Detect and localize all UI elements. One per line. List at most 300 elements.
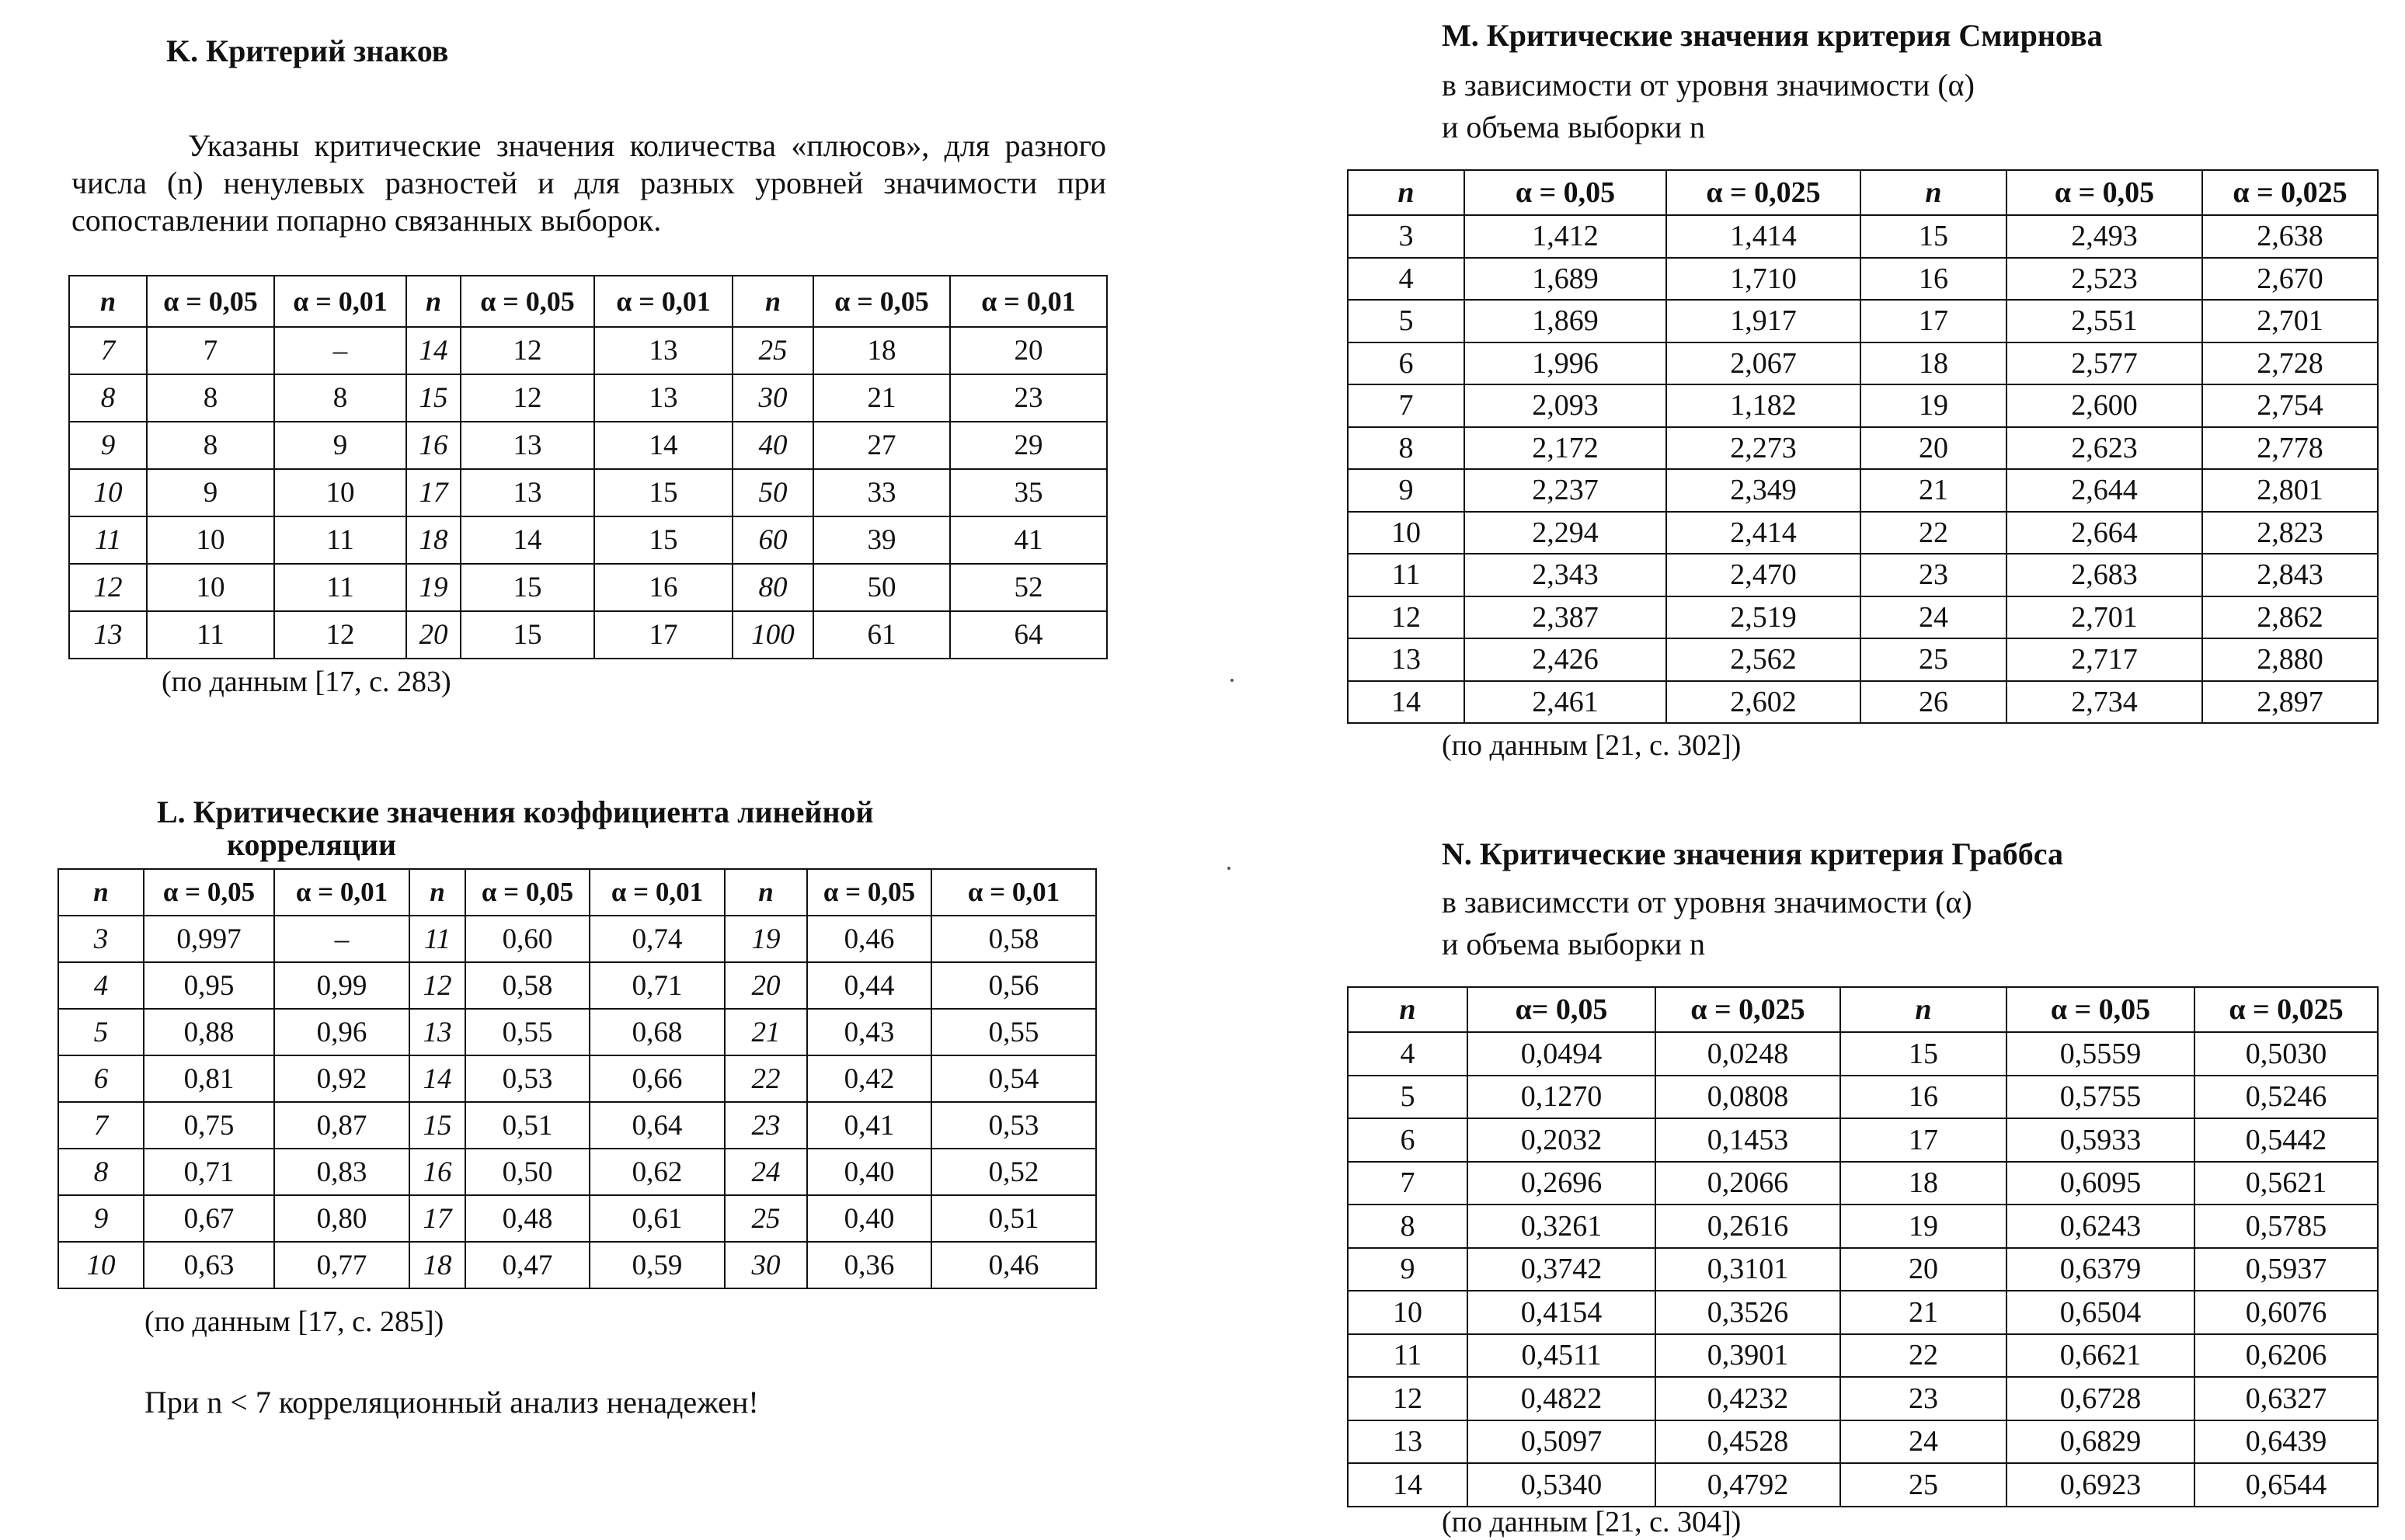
cell-n: 4 (58, 962, 144, 1009)
table-row (1348, 1420, 2378, 1464)
cell-n: 12 (1348, 1377, 1467, 1420)
table-row (1348, 258, 2378, 301)
cell-value: 0,55 (931, 1009, 1096, 1055)
cell-value: 2,664 (2006, 512, 2202, 554)
table-row (58, 962, 1096, 1009)
cell-value: 0,5340 (1467, 1463, 1655, 1507)
table-row (58, 1055, 1096, 1102)
cell-value: 9 (274, 422, 406, 469)
cell-n: 20 (1860, 427, 2006, 470)
cell-n: 8 (1348, 427, 1464, 470)
cell-value: 13 (461, 469, 594, 516)
cell-value: 0,42 (807, 1055, 931, 1102)
cell-value: 2,862 (2202, 596, 2378, 639)
cell-value: 1,182 (1666, 384, 1860, 427)
header-alpha: α = 0,05 (461, 276, 594, 327)
cell-n: 24 (1860, 596, 2006, 639)
table-row (1348, 427, 2378, 470)
table-row (1348, 596, 2378, 639)
table-row (1348, 1463, 2378, 1507)
cell-value: 2,093 (1464, 384, 1666, 427)
cell-n: 19 (725, 916, 807, 962)
cell-n: 21 (725, 1009, 807, 1055)
cell-value: 0,99 (274, 962, 409, 1009)
cell-value: 0,44 (807, 962, 931, 1009)
header-n: n (733, 276, 813, 327)
cell-value: 0,6829 (2006, 1420, 2194, 1464)
cell-n: 7 (1348, 384, 1464, 427)
cell-value: 0,58 (931, 916, 1096, 962)
cell-n: 13 (69, 611, 147, 659)
cell-value: 0,71 (144, 1149, 274, 1195)
cell-value: 0,59 (590, 1242, 725, 1288)
cell-value: 0,3526 (1655, 1291, 1840, 1334)
cell-value: 27 (813, 422, 950, 469)
cell-n: 11 (1348, 554, 1464, 596)
header-alpha: α = 0,01 (590, 869, 725, 916)
cell-value: 50 (813, 564, 950, 611)
table-row (69, 564, 1107, 611)
cell-value: 0,40 (807, 1149, 931, 1195)
cell-value: 0,80 (274, 1195, 409, 1242)
cell-n: 60 (733, 516, 813, 564)
cell-value: 0,71 (590, 962, 725, 1009)
cell-value: 8 (147, 374, 274, 422)
cell-value: 2,294 (1464, 512, 1666, 554)
cell-n: 12 (1348, 596, 1464, 639)
cell-n: 24 (725, 1149, 807, 1195)
table-row (58, 1195, 1096, 1242)
cell-n: 20 (1840, 1248, 2006, 1291)
cell-n: 5 (58, 1009, 144, 1055)
cell-n: 15 (409, 1102, 465, 1149)
table-k-body (69, 327, 1107, 659)
cell-n: 19 (1860, 384, 2006, 427)
cell-value: 2,067 (1666, 342, 1860, 385)
cell-n: 5 (1348, 300, 1464, 342)
cell-value: 2,701 (2006, 596, 2202, 639)
cell-n: 20 (725, 962, 807, 1009)
table-row (69, 516, 1107, 564)
section-k-title: K. Критерий знаков (166, 33, 449, 68)
cell-value: 0,95 (144, 962, 274, 1009)
cell-value: 0,56 (931, 962, 1096, 1009)
cell-value: 0,2066 (1655, 1162, 1840, 1205)
cell-value: 0,55 (465, 1009, 590, 1055)
header-n: n (58, 869, 144, 916)
cell-n: 13 (1348, 1420, 1467, 1464)
table-row (1348, 554, 2378, 596)
cell-value: 0,61 (590, 1195, 725, 1242)
header-alpha: α = 0,01 (274, 276, 406, 327)
cell-n: 25 (725, 1195, 807, 1242)
cell-value: 0,81 (144, 1055, 274, 1102)
cell-value: 2,880 (2202, 638, 2378, 681)
cell-value: 2,734 (2006, 681, 2202, 724)
cell-value: 0,63 (144, 1242, 274, 1288)
cell-value: 0,6728 (2006, 1377, 2194, 1420)
cell-n: 26 (1860, 681, 2006, 724)
table-row (1348, 638, 2378, 681)
table-row (69, 374, 1107, 422)
cell-value: 0,5785 (2194, 1205, 2378, 1248)
table-row (1348, 1291, 2378, 1334)
cell-value: 14 (594, 422, 733, 469)
cell-n: 4 (1348, 258, 1464, 301)
cell-n: 7 (69, 327, 147, 374)
table-k-sign-test (68, 275, 1108, 659)
cell-value: 1,869 (1464, 300, 1666, 342)
cell-n: 100 (733, 611, 813, 659)
section-m-title: M. Критические значения критерия Смирнова (1442, 18, 2103, 53)
table-row (1348, 342, 2378, 385)
cell-value: 0,77 (274, 1242, 409, 1288)
cell-n: 4 (1348, 1032, 1467, 1076)
cell-value: 0,6379 (2006, 1248, 2194, 1291)
cell-value: 2,602 (1666, 681, 1860, 724)
cell-n: 19 (406, 564, 461, 611)
cell-value: 13 (594, 327, 733, 374)
cell-value: 12 (461, 327, 594, 374)
header-alpha: α = 0,01 (274, 869, 409, 916)
cell-n: 30 (733, 374, 813, 422)
header-n: n (725, 869, 807, 916)
cell-value: 7 (147, 327, 274, 374)
table-row (69, 327, 1107, 374)
section-m-subtitle-line2: и объема выборки n (1442, 110, 1705, 144)
cell-n: 18 (1860, 342, 2006, 385)
table-row (1348, 1076, 2378, 1119)
header-alpha: α = 0,05 (147, 276, 274, 327)
cell-value: 0,54 (931, 1055, 1096, 1102)
cell-value: 0,6076 (2194, 1291, 2378, 1334)
cell-value: 0,5442 (2194, 1118, 2378, 1162)
table-k-header-row (69, 276, 1107, 327)
cell-n: 18 (409, 1242, 465, 1288)
cell-value: 0,6504 (2006, 1291, 2194, 1334)
cell-value: 0,5097 (1467, 1420, 1655, 1464)
cell-n: 12 (409, 962, 465, 1009)
cell-n: 22 (1840, 1334, 2006, 1378)
cell-value: 0,43 (807, 1009, 931, 1055)
cell-n: 11 (69, 516, 147, 564)
cell-n: 25 (1840, 1463, 2006, 1507)
cell-value: 0,51 (931, 1195, 1096, 1242)
section-l-title-line2: корреляции (227, 827, 396, 862)
cell-n: 6 (1348, 342, 1464, 385)
cell-n: 16 (1860, 258, 2006, 301)
table-m-body (1348, 215, 2378, 723)
cell-n: 16 (1840, 1076, 2006, 1119)
cell-n: 10 (1348, 1291, 1467, 1334)
cell-value: 0,6206 (2194, 1334, 2378, 1378)
cell-value: 0,3261 (1467, 1205, 1655, 1248)
cell-n: 6 (58, 1055, 144, 1102)
cell-value: 20 (950, 327, 1107, 374)
cell-value: 0,5246 (2194, 1076, 2378, 1119)
table-n-body (1348, 1032, 2378, 1507)
table-row (1348, 1248, 2378, 1291)
cell-n: 10 (1348, 512, 1464, 554)
cell-value: 35 (950, 469, 1107, 516)
cell-value: 61 (813, 611, 950, 659)
header-n: n (1348, 170, 1464, 215)
cell-value: 23 (950, 374, 1107, 422)
cell-value: 2,717 (2006, 638, 2202, 681)
cell-n: 17 (409, 1195, 465, 1242)
cell-value: 11 (274, 564, 406, 611)
cell-value: 33 (813, 469, 950, 516)
cell-n: 10 (69, 469, 147, 516)
cell-n: 20 (406, 611, 461, 659)
table-row (1348, 1118, 2378, 1162)
cell-value: 0,40 (807, 1195, 931, 1242)
cell-value: 0,1453 (1655, 1118, 1840, 1162)
cell-value: 0,92 (274, 1055, 409, 1102)
table-row (1348, 1162, 2378, 1205)
header-alpha: α = 0,05 (2006, 170, 2202, 215)
cell-n: 17 (1860, 300, 2006, 342)
cell-value: 21 (813, 374, 950, 422)
cell-value: 0,87 (274, 1102, 409, 1149)
cell-value: – (274, 916, 409, 962)
cell-value: 10 (147, 516, 274, 564)
cell-value: 2,701 (2202, 300, 2378, 342)
cell-n: 14 (1348, 681, 1464, 724)
cell-value: 0,50 (465, 1149, 590, 1195)
cell-value: 0,67 (144, 1195, 274, 1242)
cell-value: 1,689 (1464, 258, 1666, 301)
header-alpha: α = 0,025 (2202, 170, 2378, 215)
cell-n: 7 (58, 1102, 144, 1149)
cell-value: 0,62 (590, 1149, 725, 1195)
cell-value: 11 (147, 611, 274, 659)
cell-value: 0,1270 (1467, 1076, 1655, 1119)
cell-value: 2,273 (1666, 427, 1860, 470)
cell-value: 2,349 (1666, 469, 1860, 512)
cell-value: 0,2696 (1467, 1162, 1655, 1205)
cell-value: 9 (147, 469, 274, 516)
header-alpha: α = 0,01 (594, 276, 733, 327)
cell-value: 2,801 (2202, 469, 2378, 512)
section-k-source: (по данным [17, с. 283) (162, 666, 451, 698)
cell-value: 10 (147, 564, 274, 611)
cell-value: 0,47 (465, 1242, 590, 1288)
cell-n: 7 (1348, 1162, 1467, 1205)
cell-value: 0,5933 (2006, 1118, 2194, 1162)
section-n-subtitle-line1: в зависимсcти от уровня значимости (α) (1442, 885, 1972, 919)
cell-value: 13 (594, 374, 733, 422)
cell-value: 11 (274, 516, 406, 564)
cell-value: 0,4822 (1467, 1377, 1655, 1420)
cell-value: 29 (950, 422, 1107, 469)
cell-n: 11 (409, 916, 465, 962)
cell-value: 14 (461, 516, 594, 564)
header-alpha: α = 0,01 (931, 869, 1096, 916)
section-n-source: (по данным [21, с. 304]) (1442, 1506, 1742, 1538)
cell-n: 16 (409, 1149, 465, 1195)
cell-value: 0,2032 (1467, 1118, 1655, 1162)
cell-value: 0,3742 (1467, 1248, 1655, 1291)
cell-value: 18 (813, 327, 950, 374)
cell-value: 0,64 (590, 1102, 725, 1149)
cell-value: 0,0494 (1467, 1032, 1655, 1076)
cell-value: 0,46 (807, 916, 931, 962)
cell-value: 12 (274, 611, 406, 659)
cell-value: 2,519 (1666, 596, 1860, 639)
cell-n: 9 (1348, 1248, 1467, 1291)
cell-value: 2,670 (2202, 258, 2378, 301)
cell-value: 0,4511 (1467, 1334, 1655, 1378)
cell-n: 21 (1840, 1291, 2006, 1334)
cell-n: 8 (58, 1149, 144, 1195)
cell-value: 0,6243 (2006, 1205, 2194, 1248)
cell-n: 30 (725, 1242, 807, 1288)
cell-value: 0,68 (590, 1009, 725, 1055)
table-l-body (58, 916, 1096, 1288)
cell-value: 0,0808 (1655, 1076, 1840, 1119)
cell-value: 15 (594, 516, 733, 564)
cell-n: 12 (69, 564, 147, 611)
header-alpha: α = 0,05 (1464, 170, 1666, 215)
cell-n: 50 (733, 469, 813, 516)
cell-n: 6 (1348, 1118, 1467, 1162)
header-alpha: α = 0,05 (813, 276, 950, 327)
cell-value: 8 (147, 422, 274, 469)
cell-value: 0,53 (931, 1102, 1096, 1149)
table-l-header-row (58, 869, 1096, 916)
header-alpha: α = 0,05 (2006, 987, 2194, 1032)
table-row (1348, 1377, 2378, 1420)
table-row (69, 422, 1107, 469)
cell-n: 3 (1348, 215, 1464, 258)
cell-value: – (274, 327, 406, 374)
table-n-header-row (1348, 987, 2378, 1032)
cell-value: 0,6439 (2194, 1420, 2378, 1464)
section-l-title-line1: L. Критические значения коэффициента линейной (157, 794, 874, 829)
cell-value: 0,3101 (1655, 1248, 1840, 1291)
cell-n: 19 (1840, 1205, 2006, 1248)
cell-value: 0,66 (590, 1055, 725, 1102)
cell-value: 8 (274, 374, 406, 422)
cell-value: 2,843 (2202, 554, 2378, 596)
header-alpha: α= 0,05 (1467, 987, 1655, 1032)
table-row (69, 611, 1107, 659)
cell-value: 0,6923 (2006, 1463, 2194, 1507)
table-row (58, 1149, 1096, 1195)
cell-value: 1,412 (1464, 215, 1666, 258)
cell-value: 0,5559 (2006, 1032, 2194, 1076)
cell-value: 2,778 (2202, 427, 2378, 470)
cell-value: 64 (950, 611, 1107, 659)
cell-n: 5 (1348, 1076, 1467, 1119)
cell-n: 23 (1860, 554, 2006, 596)
table-row (1348, 215, 2378, 258)
table-row (1348, 384, 2378, 427)
cell-value: 0,3901 (1655, 1334, 1840, 1378)
section-m-source: (по данным [21, с. 302]) (1442, 729, 1742, 762)
cell-value: 0,46 (931, 1242, 1096, 1288)
table-l-correlation (57, 868, 1097, 1289)
cell-value: 39 (813, 516, 950, 564)
cell-n: 10 (58, 1242, 144, 1288)
cell-value: 1,710 (1666, 258, 1860, 301)
cell-value: 0,75 (144, 1102, 274, 1149)
cell-value: 0,58 (465, 962, 590, 1009)
cell-value: 2,172 (1464, 427, 1666, 470)
table-row (1348, 1205, 2378, 1248)
cell-value: 10 (274, 469, 406, 516)
cell-n: 23 (725, 1102, 807, 1149)
table-row (1348, 1032, 2378, 1076)
table-row (69, 469, 1107, 516)
cell-value: 2,470 (1666, 554, 1860, 596)
section-n-subtitle-line2: и объема выборки n (1442, 926, 1705, 961)
cell-n: 13 (1348, 638, 1464, 681)
cell-value: 52 (950, 564, 1107, 611)
scan-speck (1227, 867, 1230, 870)
cell-value: 12 (461, 374, 594, 422)
cell-n: 9 (69, 422, 147, 469)
header-n: n (406, 276, 461, 327)
cell-n: 18 (406, 516, 461, 564)
cell-n: 21 (1860, 469, 2006, 512)
table-m-header-row (1348, 170, 2378, 215)
cell-value: 0,5755 (2006, 1076, 2194, 1119)
header-alpha: α = 0,025 (1666, 170, 1860, 215)
cell-n: 3 (58, 916, 144, 962)
table-row (58, 1102, 1096, 1149)
cell-value: 0,6544 (2194, 1463, 2378, 1507)
cell-value: 0,60 (465, 916, 590, 962)
header-alpha: α = 0,05 (465, 869, 590, 916)
table-row (1348, 300, 2378, 342)
cell-value: 2,551 (2006, 300, 2202, 342)
cell-value: 0,51 (465, 1102, 590, 1149)
cell-value: 0,6095 (2006, 1162, 2194, 1205)
cell-value: 0,4232 (1655, 1377, 1840, 1420)
cell-value: 2,577 (2006, 342, 2202, 385)
header-alpha: α = 0,01 (950, 276, 1107, 327)
table-row (58, 1242, 1096, 1288)
cell-value: 0,88 (144, 1009, 274, 1055)
cell-value: 2,493 (2006, 215, 2202, 258)
cell-value: 15 (461, 611, 594, 659)
cell-value: 1,996 (1464, 342, 1666, 385)
cell-n: 22 (725, 1055, 807, 1102)
cell-n: 25 (1860, 638, 2006, 681)
cell-value: 2,600 (2006, 384, 2202, 427)
cell-value: 2,523 (2006, 258, 2202, 301)
cell-n: 14 (409, 1055, 465, 1102)
cell-n: 14 (406, 327, 461, 374)
table-row (1348, 681, 2378, 724)
cell-n: 16 (406, 422, 461, 469)
cell-n: 15 (1840, 1032, 2006, 1076)
cell-value: 2,638 (2202, 215, 2378, 258)
cell-value: 2,728 (2202, 342, 2378, 385)
cell-value: 0,48 (465, 1195, 590, 1242)
header-alpha: α = 0,05 (807, 869, 931, 916)
cell-value: 2,823 (2202, 512, 2378, 554)
table-m-smirnov (1347, 169, 2379, 724)
table-row (1348, 469, 2378, 512)
cell-n: 15 (1860, 215, 2006, 258)
cell-value: 2,237 (1464, 469, 1666, 512)
cell-value: 16 (594, 564, 733, 611)
cell-value: 2,387 (1464, 596, 1666, 639)
header-alpha: α = 0,025 (1655, 987, 1840, 1032)
